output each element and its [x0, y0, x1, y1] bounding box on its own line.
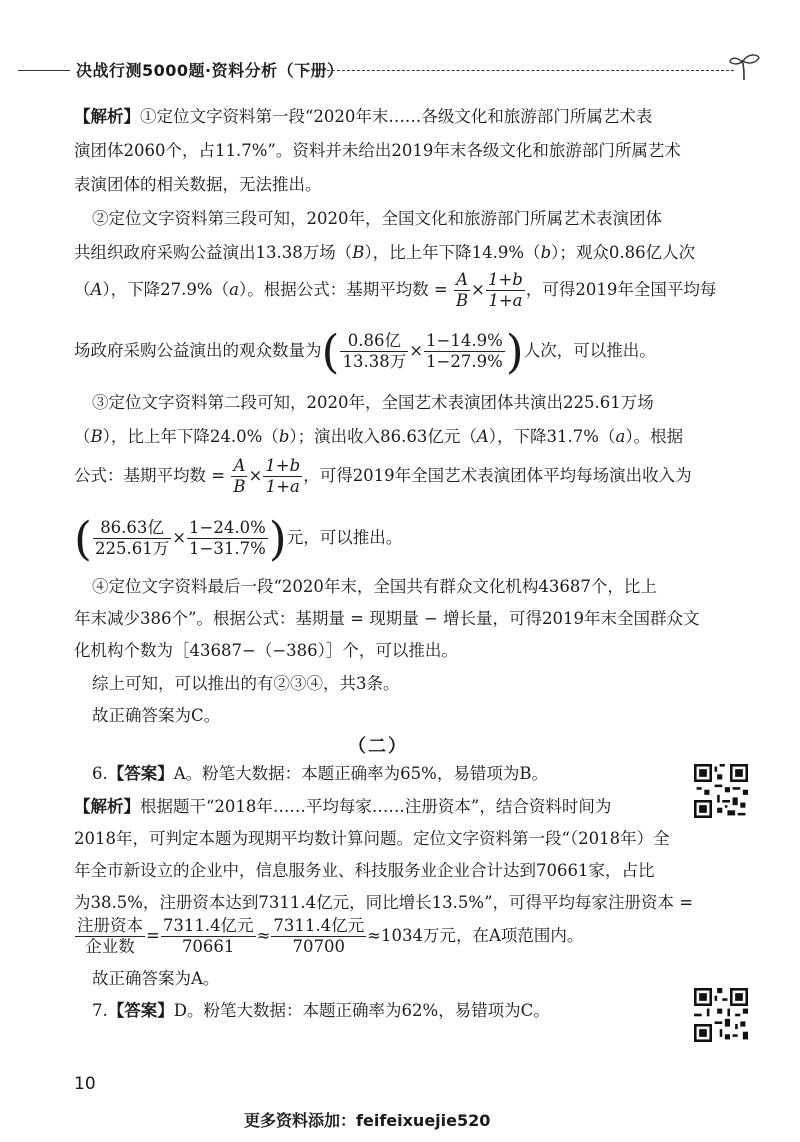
header-rule-left: [18, 70, 70, 71]
page-number: 10: [74, 1074, 96, 1094]
p4-line1: ④定位文字资料最后一段“2020年末，全国共有群众文化机构43687个，比上: [92, 577, 657, 596]
q6-answer: 故正确答案为A。: [92, 969, 220, 988]
q6-line2: 2018年，可判定本题为现期平均数计算问题。定位文字资料第一段“（2018年）全: [74, 829, 670, 848]
qr-code-icon[interactable]: [694, 988, 748, 1042]
q6-answer-line: 6.【答案】A。粉笔大数据：本题正确率为65%，易错项为B。: [92, 764, 548, 783]
p2-line2: 共组织政府采购公益演出13.38万场（B），比上年下降14.9%（b）；观众0.86亿人次: [74, 243, 696, 262]
fraction-capital: $\frac{\text{注册资本}}{\text{企业数}}$: [77, 916, 143, 956]
p3-line2: （B），比上年下降24.0%（b）；演出收入86.63亿元（A），下降31.7%（a）。根据: [74, 427, 684, 446]
footer-note: 更多资料添加：feifeixuejie520: [244, 1111, 491, 1130]
analysis-tag: 【解析】: [74, 107, 140, 126]
p2-line3: （A），下降27.9%（a）。根据公式：基期平均数 = $\frac{A}{B}$ × $\frac{1+b}{1+a}$ ，可得2019年全国平均每: [74, 270, 717, 310]
q6-line1: 【解析】根据题干“2018年……平均每家……注册资本”，结合资料时间为: [74, 797, 612, 816]
fraction-rate: $\frac{1-14.9\%}{1-27.9\%}$: [426, 331, 503, 371]
header-title: 决战行测5000题·资料分析（下册）: [76, 61, 344, 80]
running-header: [0, 52, 800, 88]
header-rule-right: [302, 70, 734, 71]
p1-line1: [74, 106, 652, 128]
p3-line3: 公式：基期平均数 = $\frac{A}{B}$ × $\frac{1+b}{1+a}$ ，可得2019年全国艺术表演团体平均每场演出收入为: [74, 456, 692, 496]
p3-line4: ( $\frac{\text{86.63亿}}{\text{225.61万}}$ × $\frac{1-24.0\%}{1-31.7\%}$ )元，可以推出。: [74, 511, 403, 566]
p4-line3: 化机构个数为［43687−（−386）］个，可以推出。: [74, 641, 458, 660]
fraction-income: $\frac{\text{86.63亿}}{\text{225.61万}}$: [94, 518, 170, 558]
q6-line5: $\frac{\text{注册资本}}{\text{企业数}}$ = $\frac{\text{7311.4亿元}}{70661}$ ≈ $\frac{\text{7311.4亿元}}{70700}$ ≈1034万元，在A项范围内。: [77, 916, 584, 956]
formula-growth-ratio: $\frac{1+b}{1+a}$: [487, 270, 523, 310]
p3-line1: ③定位文字资料第二段可知，2020年，全国艺术表演团体共演出225.61万场: [92, 393, 654, 412]
sprout-icon: [728, 52, 762, 82]
fraction-rate-2: $\frac{1-24.0\%}{1-31.7\%}$: [189, 518, 266, 558]
answer-line: 故正确答案为C。: [92, 706, 221, 725]
p1-line2: 演团体2060个，占11.7%”。资料并未给出2019年末各级文化和旅游部门所属艺术: [74, 141, 681, 160]
q7-answer-line: 7.【答案】D。粉笔大数据：本题正确率为62%，易错项为C。: [92, 1001, 550, 1020]
qr-code-icon[interactable]: [694, 764, 748, 818]
p2-line1: ②定位文字资料第三段可知，2020年，全国文化和旅游部门所属艺术表演团体: [92, 209, 662, 228]
section-title: （二）: [348, 736, 408, 757]
p1-text: ①定位文字资料第一段“2020年末……各级文化和旅游部门所属艺术表: [140, 107, 653, 126]
summary-line: 综上可知，可以推出的有②③④，共3条。: [92, 674, 400, 693]
p4-line2: 年末减少386个”。根据公式：基期量 = 现期量 − 增长量，可得2019年末全国群众文: [74, 609, 700, 628]
footer-contact: feifeixuejie520: [356, 1111, 491, 1130]
q6-line4: 为38.5%，注册资本达到7311.4亿元，同比增长13.5%”，可得平均每家注册资本 =: [74, 893, 694, 912]
p2-line4: 场政府采购公益演出的观众数量为( $\frac{\text{0.86亿}}{\text{13.38万}}$ × $\frac{1-14.9\%}{1-27.9\%}$ )人次，可以推出。: [74, 324, 656, 379]
fraction-audience: $\frac{\text{0.86亿}}{\text{13.38万}}$: [342, 331, 407, 371]
q6-line3: 年全市新设立的企业中，信息服务业、科技服务业企业合计达到70661家，占比: [74, 861, 655, 880]
p1-line3: 表演团体的相关数据，无法推出。: [74, 175, 322, 194]
formula-a-over-b: $\frac{A}{B}$: [456, 270, 469, 310]
